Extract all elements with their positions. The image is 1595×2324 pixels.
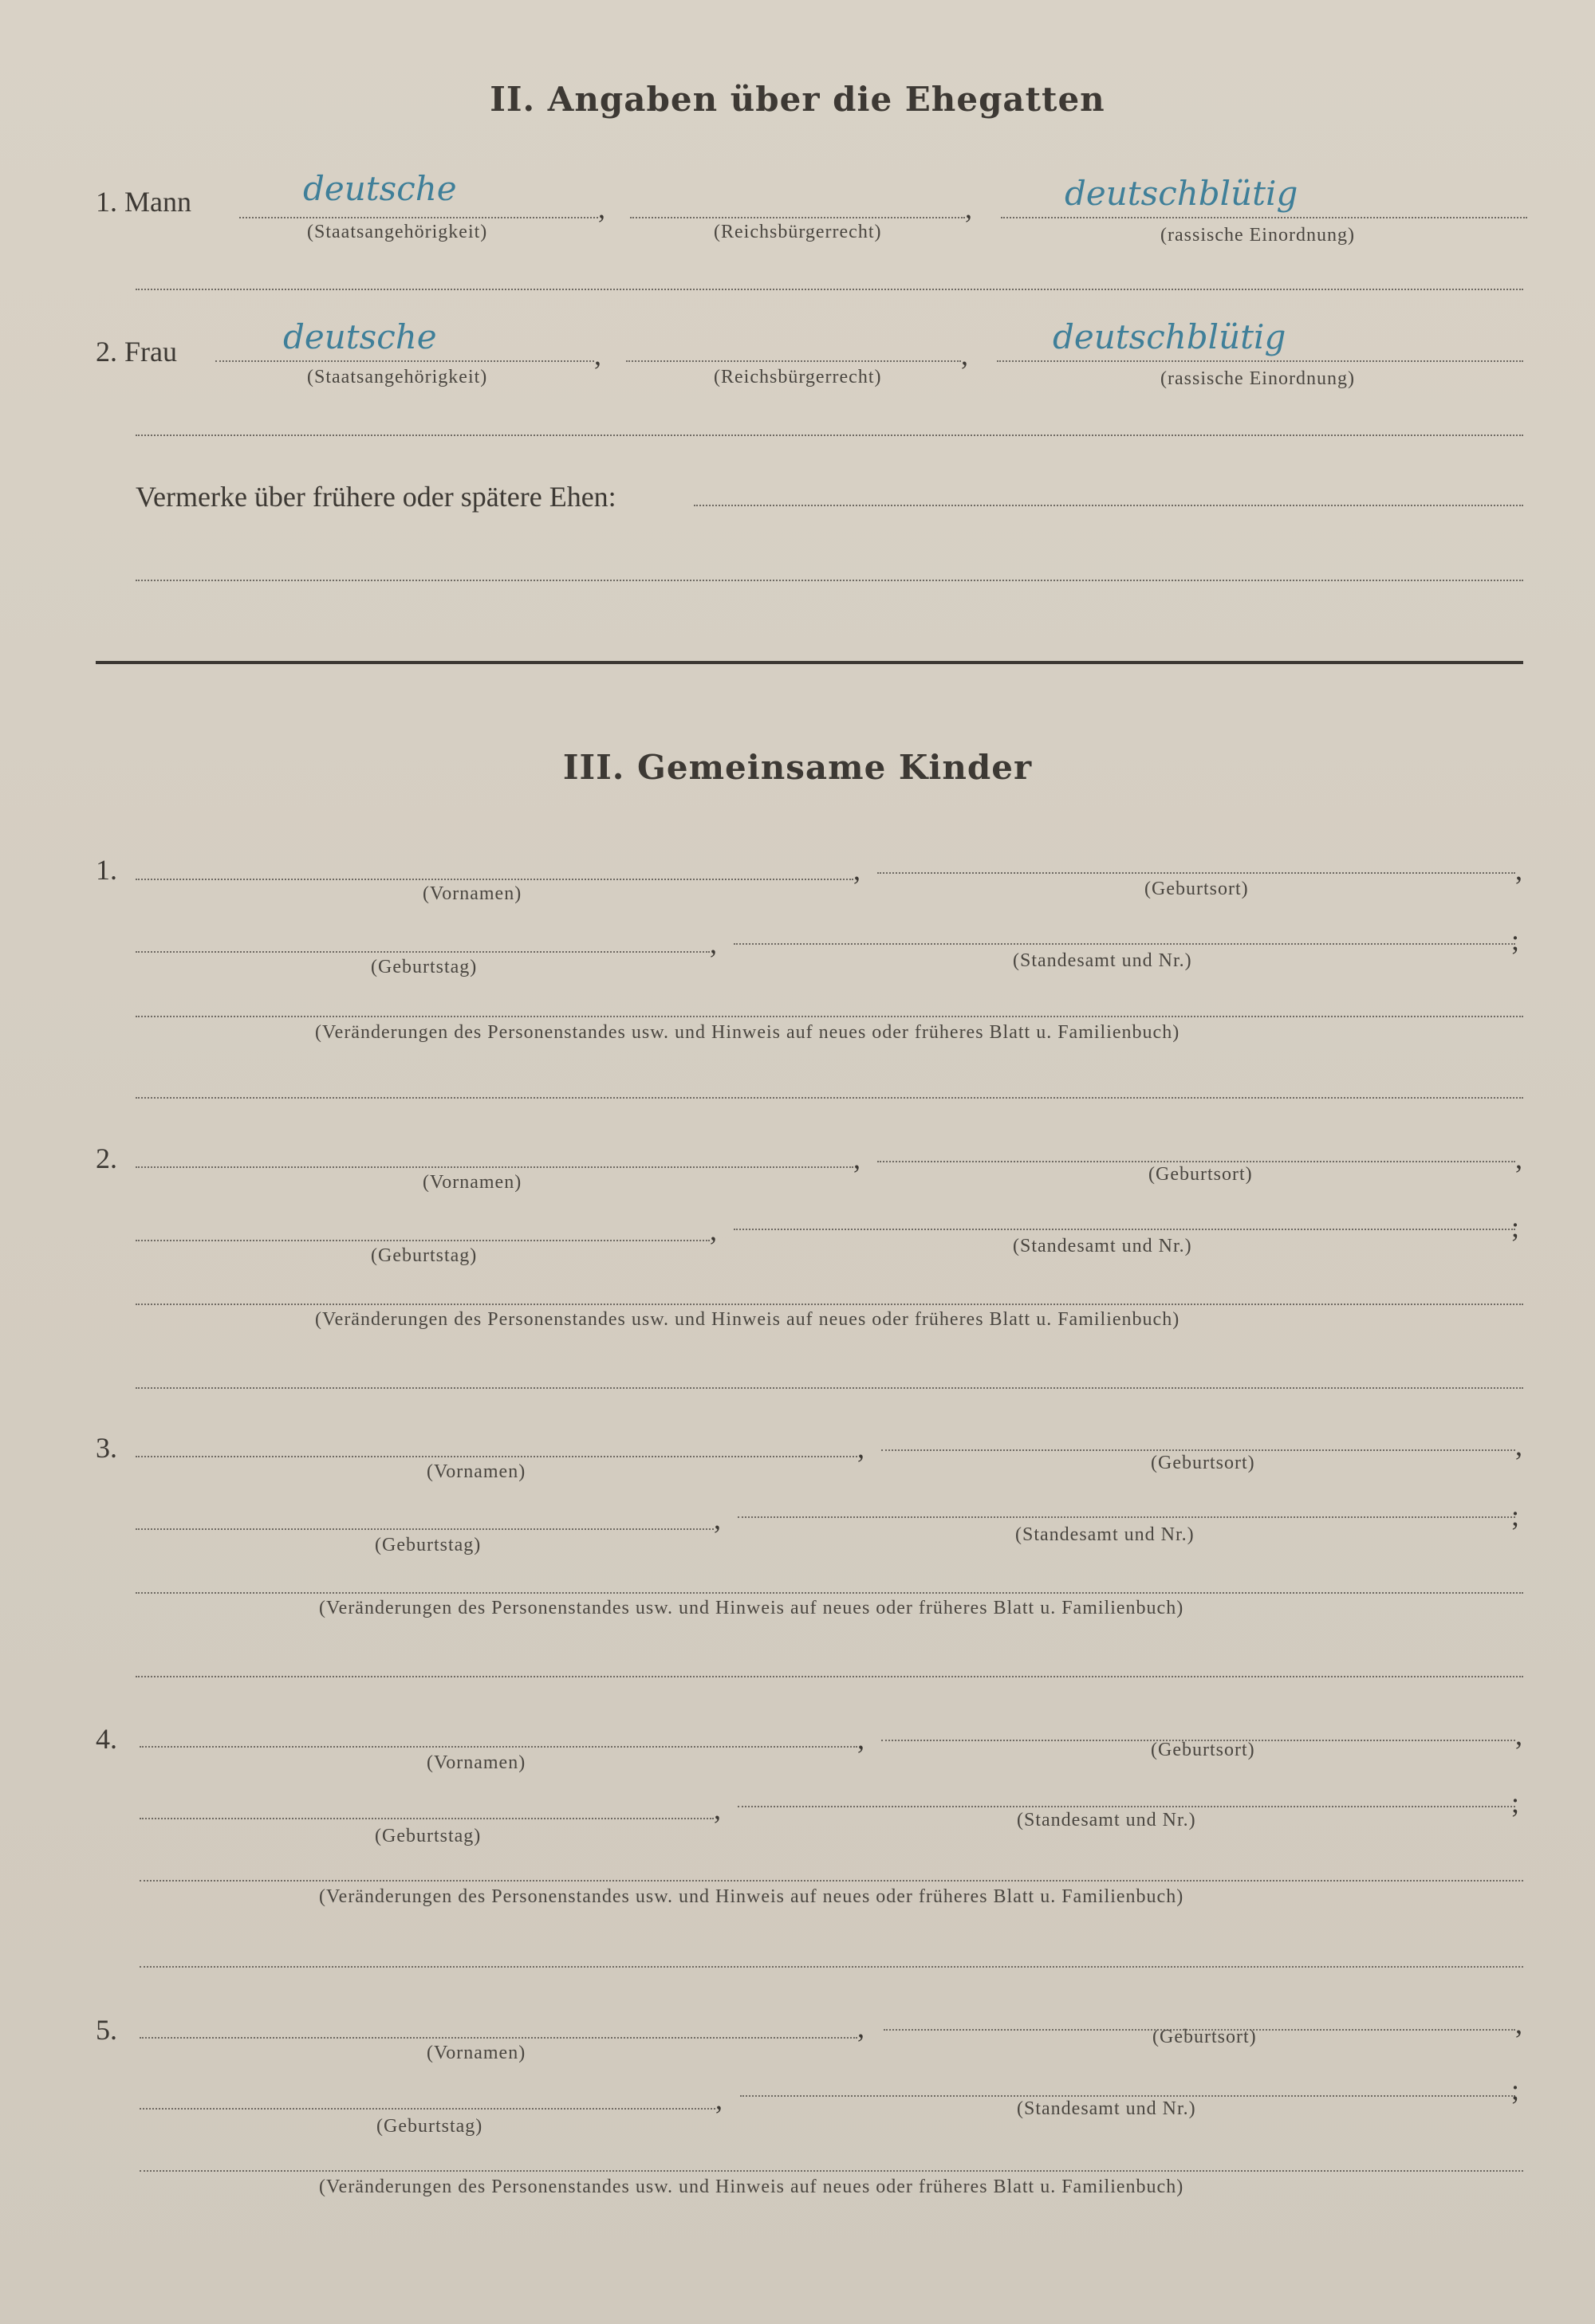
comma: , — [598, 192, 605, 224]
child-registry-line[interactable] — [738, 1806, 1515, 1807]
child-birthday-line[interactable] — [136, 1240, 710, 1241]
child-birthday-line[interactable] — [136, 951, 710, 953]
child-changes-line[interactable] — [140, 1880, 1523, 1882]
birthplace-caption: (Geburtsort) — [1144, 879, 1249, 899]
semicolon: ; — [1511, 1787, 1520, 1819]
child-registry-line[interactable] — [740, 2095, 1515, 2097]
birthday-caption: (Geburtstag) — [375, 1535, 482, 1555]
registry-caption: (Standesamt und Nr.) — [1013, 950, 1192, 971]
semicolon: ; — [1511, 2074, 1520, 2106]
child-changes-line[interactable] — [136, 1592, 1523, 1594]
section-3-title: III. Gemeinsame Kinder — [562, 748, 1033, 787]
racial-caption: (rassische Einordnung) — [1160, 368, 1355, 389]
wife-label: 2. Frau — [96, 336, 177, 368]
child-extra-line[interactable] — [136, 1097, 1523, 1099]
comma: , — [857, 1432, 864, 1464]
husband-citizenship-value: deutsche — [303, 169, 457, 208]
child-registry-line[interactable] — [734, 943, 1515, 945]
names-caption: (Vornamen) — [423, 883, 522, 904]
semicolon: ; — [1511, 1211, 1520, 1243]
child-number: 4. — [96, 1723, 117, 1755]
child-birthplace-line[interactable] — [877, 1161, 1515, 1162]
reich-caption: (Reichsbürgerrecht) — [714, 222, 882, 242]
comma: , — [594, 339, 601, 371]
birthplace-caption: (Geburtsort) — [1151, 1453, 1255, 1473]
child-birthday-line[interactable] — [140, 1818, 714, 1819]
comma: , — [1515, 1429, 1522, 1461]
remarks-label: Vermerke über frühere oder spätere Ehen: — [136, 481, 616, 513]
names-caption: (Vornamen) — [427, 1461, 526, 1482]
wife-reich-line[interactable] — [626, 360, 961, 362]
husband-racial-line[interactable] — [1001, 217, 1527, 218]
wife-racial-value: deutschblütig — [1053, 317, 1286, 356]
husband-reich-line[interactable] — [630, 217, 965, 218]
wife-extra-line[interactable] — [136, 435, 1523, 436]
comma: , — [853, 854, 861, 886]
wife-citizenship-line[interactable] — [215, 360, 594, 362]
child-changes-line[interactable] — [136, 1016, 1523, 1017]
comma: , — [715, 2083, 723, 2115]
remarks-line-1[interactable] — [694, 505, 1523, 506]
child-birthplace-line[interactable] — [877, 872, 1515, 874]
comma: , — [961, 339, 968, 371]
child-names-line[interactable] — [136, 1166, 853, 1168]
comma: , — [853, 1142, 861, 1174]
birthplace-caption: (Geburtsort) — [1152, 2027, 1257, 2047]
child-registry-line[interactable] — [734, 1229, 1515, 1230]
comma: , — [714, 1793, 721, 1825]
child-extra-line[interactable] — [140, 1966, 1523, 1968]
child-changes-line[interactable] — [140, 2170, 1523, 2172]
section-divider — [96, 661, 1523, 664]
changes-caption: (Veränderungen des Personenstandes usw. und Hinweis auf neues oder früheres Blatt u. Familienbuch) — [319, 1886, 1184, 1907]
reich-caption: (Reichsbürgerrecht) — [714, 367, 882, 387]
child-names-line[interactable] — [136, 1456, 857, 1457]
child-names-line[interactable] — [136, 879, 853, 880]
registry-caption: (Standesamt und Nr.) — [1017, 2098, 1196, 2119]
child-number: 1. — [96, 854, 117, 886]
birthplace-caption: (Geburtsort) — [1148, 1164, 1253, 1185]
husband-racial-value: deutschblütig — [1065, 174, 1298, 213]
birthday-caption: (Geburtstag) — [376, 2116, 483, 2137]
comma: , — [710, 927, 717, 959]
husband-extra-line[interactable] — [136, 289, 1523, 290]
husband-citizenship-line[interactable] — [239, 217, 598, 218]
husband-label: 1. Mann — [96, 186, 191, 218]
comma: , — [857, 2011, 864, 2043]
comma: , — [1515, 854, 1522, 886]
semicolon: ; — [1511, 1500, 1520, 1532]
comma: , — [1515, 1719, 1522, 1751]
child-birthday-line[interactable] — [140, 2108, 715, 2110]
section-2-title: II. Angaben über die Ehegatten — [490, 80, 1105, 119]
child-number: 5. — [96, 2014, 117, 2046]
names-caption: (Vornamen) — [427, 2043, 526, 2063]
registry-caption: (Standesamt und Nr.) — [1017, 1810, 1196, 1830]
comma: , — [710, 1214, 717, 1246]
names-caption: (Vornamen) — [427, 1752, 526, 1773]
wife-citizenship-value: deutsche — [283, 317, 437, 356]
child-names-line[interactable] — [140, 1746, 857, 1748]
changes-caption: (Veränderungen des Personenstandes usw. und Hinweis auf neues oder früheres Blatt u. Familienbuch) — [319, 1598, 1184, 1618]
child-number: 3. — [96, 1432, 117, 1464]
racial-caption: (rassische Einordnung) — [1160, 225, 1355, 246]
birthplace-caption: (Geburtsort) — [1151, 1740, 1255, 1760]
citizenship-caption: (Staatsangehörigkeit) — [307, 222, 488, 242]
changes-caption: (Veränderungen des Personenstandes usw. und Hinweis auf neues oder früheres Blatt u. Familienbuch) — [315, 1022, 1180, 1043]
birthday-caption: (Geburtstag) — [371, 1245, 478, 1266]
changes-caption: (Veränderungen des Personenstandes usw. und Hinweis auf neues oder früheres Blatt u. Familienbuch) — [315, 1309, 1180, 1330]
comma: , — [1515, 2007, 1522, 2039]
registry-caption: (Standesamt und Nr.) — [1015, 1524, 1195, 1545]
birthday-caption: (Geburtstag) — [371, 957, 478, 977]
comma: , — [714, 1503, 721, 1535]
remarks-line-2[interactable] — [136, 580, 1523, 581]
child-registry-line[interactable] — [738, 1516, 1515, 1518]
child-extra-line[interactable] — [136, 1676, 1523, 1677]
child-birthplace-line[interactable] — [881, 1449, 1515, 1451]
child-extra-line[interactable] — [136, 1387, 1523, 1389]
child-birthday-line[interactable] — [136, 1528, 714, 1530]
comma: , — [857, 1723, 864, 1755]
citizenship-caption: (Staatsangehörigkeit) — [307, 367, 488, 387]
names-caption: (Vornamen) — [423, 1172, 522, 1193]
comma: , — [1515, 1142, 1522, 1174]
comma: , — [965, 192, 972, 224]
child-number: 2. — [96, 1142, 117, 1174]
changes-caption: (Veränderungen des Personenstandes usw. und Hinweis auf neues oder früheres Blatt u. Familienbuch) — [319, 2177, 1184, 2197]
wife-racial-line[interactable] — [997, 360, 1523, 362]
birthday-caption: (Geburtstag) — [375, 1826, 482, 1846]
child-changes-line[interactable] — [136, 1304, 1523, 1305]
child-names-line[interactable] — [140, 2037, 857, 2039]
semicolon: ; — [1511, 924, 1520, 956]
registry-caption: (Standesamt und Nr.) — [1013, 1236, 1192, 1256]
